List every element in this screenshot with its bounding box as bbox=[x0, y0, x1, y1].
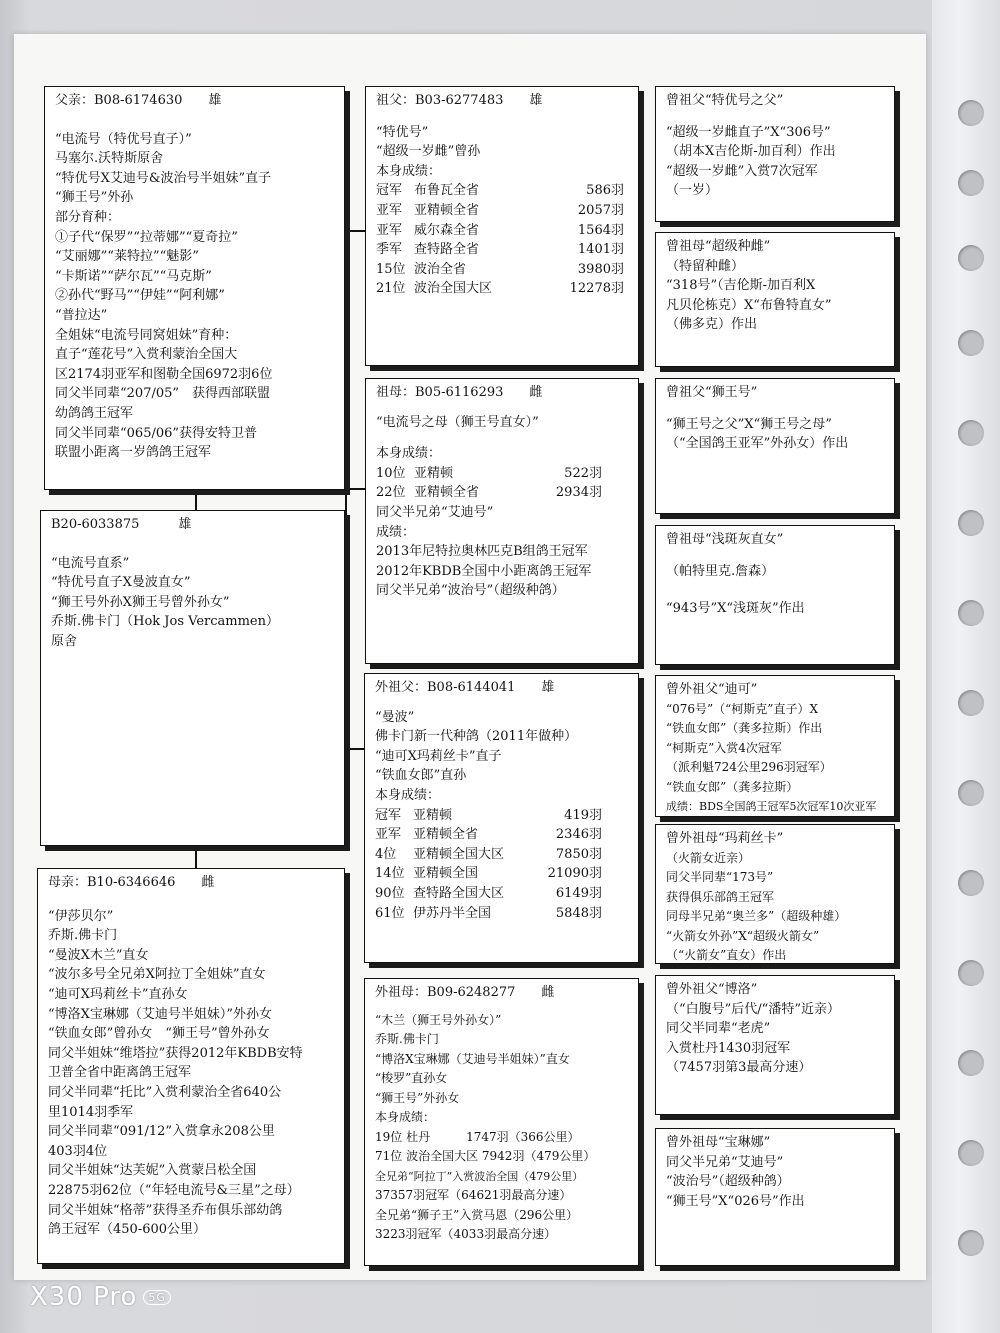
text-line: “柯斯克”入赏4次冠军 bbox=[666, 740, 782, 755]
text-line: 同父半同辈“207/05” 获得西部联盟 bbox=[55, 386, 271, 402]
text-line: （特留种雌） bbox=[666, 258, 745, 274]
text-line: “特优号直子X曼波直女” bbox=[51, 575, 191, 591]
great-grandfather-2-card bbox=[655, 378, 895, 514]
binder-hole bbox=[958, 330, 984, 356]
text-line: “特优号” bbox=[376, 124, 429, 140]
text-line: 同父半姐妹“达芙妮”入赏蒙吕松全国 bbox=[48, 1163, 257, 1179]
text-line: 原舍 bbox=[51, 633, 78, 649]
result-birds: 586羽 bbox=[586, 183, 624, 199]
text-line: “电流号（特优号直子）” bbox=[55, 131, 192, 147]
result-row bbox=[375, 806, 632, 826]
result-birds: 21090羽 bbox=[547, 866, 602, 882]
text-line bbox=[375, 698, 632, 708]
result-race: 亚精顿 bbox=[413, 807, 453, 823]
text-line: 全兄弟“阿拉丁”入赏波治全国（479公里） bbox=[375, 1169, 584, 1183]
text-line: 22875羽62位（“年轻电流号&三星”之母） bbox=[48, 1182, 300, 1198]
result-race: 亚精顿全国大区 bbox=[413, 846, 505, 862]
text-line: （佛多克）作出 bbox=[666, 317, 758, 333]
text-line: 获得俱乐部鸽王冠军 bbox=[666, 889, 775, 904]
result-race: 伊苏丹半全国 bbox=[413, 905, 492, 921]
grandfather-card bbox=[365, 86, 639, 366]
text-line: “伊莎贝尔” bbox=[48, 908, 114, 924]
text-line: （“白腹号”后代/“潘特”近亲） bbox=[666, 1001, 840, 1017]
result-race: 查特路全国大区 bbox=[413, 885, 505, 901]
result-row bbox=[375, 825, 632, 845]
text-line bbox=[375, 1003, 632, 1011]
binder-hole bbox=[958, 1050, 984, 1076]
text-line: 同父半同辈“173号” bbox=[666, 870, 774, 884]
result-row bbox=[376, 260, 632, 280]
text-line: 马塞尔.沃特斯原舍 bbox=[55, 151, 164, 167]
text-line: 凡贝伦栋克）X“布鲁特直女” bbox=[666, 297, 832, 313]
connector-line bbox=[345, 230, 365, 232]
great-grandfather-1-card bbox=[655, 86, 895, 222]
text-line bbox=[376, 432, 632, 444]
ggm3-header: 曾外祖母“玛莉丝卡” bbox=[666, 831, 784, 846]
binder-hole bbox=[958, 420, 984, 446]
text-line: 卫普全省中距离鸽王冠军 bbox=[48, 1065, 192, 1081]
text-line: “博洛X宝琳娜（艾迪号半姐妹）”直女 bbox=[375, 1051, 570, 1066]
maternal-grandmother-card bbox=[364, 978, 639, 1266]
text-line: 同父半兄弟“艾迪号” bbox=[666, 1154, 784, 1170]
result-birds: 2057羽 bbox=[577, 202, 624, 218]
great-grandmother-3-card bbox=[655, 824, 895, 964]
text-line: 37357羽冠军（64621羽最高分速） bbox=[375, 1188, 572, 1202]
result-race: 亚精顿全省 bbox=[414, 485, 480, 501]
text-line: “943号”X“浅斑灰”作出 bbox=[666, 601, 805, 617]
result-race: 布鲁瓦全省 bbox=[414, 183, 480, 199]
great-grandmother-2-card bbox=[655, 525, 895, 665]
text-line: “木兰（狮王号外孙女）” bbox=[375, 1012, 502, 1027]
text-line: 同父半兄弟“艾迪号” bbox=[376, 504, 494, 520]
result-row bbox=[376, 464, 632, 484]
result-rank: 90位 bbox=[375, 885, 405, 901]
ggf3-header: 曾外祖父“迪可” bbox=[666, 682, 758, 697]
text-line: “艾丽娜”“莱特拉”“魅影” bbox=[55, 249, 199, 265]
binder-hole bbox=[958, 780, 984, 806]
text-line: “曼波” bbox=[375, 709, 415, 725]
text-line: 2012年KBDB全国中小距离鸽王冠军 bbox=[376, 563, 592, 579]
text-line: 成绩： bbox=[376, 524, 416, 540]
connector-line bbox=[345, 488, 365, 490]
result-rank: 21位 bbox=[376, 281, 406, 297]
text-line: “铁血女郎”（龚多拉斯） bbox=[666, 779, 799, 794]
text-line: “波治号”（超级种鸽） bbox=[666, 1174, 790, 1190]
text-line: 同母半兄弟“奥兰多”（超级种雄） bbox=[666, 909, 847, 923]
text-line: 同父半同辈“065/06”获得安特卫普 bbox=[55, 425, 258, 441]
ggm1-header: 曾祖母“超级种雌” bbox=[666, 239, 771, 254]
result-birds: 419羽 bbox=[564, 807, 602, 823]
result-row bbox=[375, 864, 632, 884]
text-line: “狮王号之父”X“狮王号之母” bbox=[666, 416, 832, 432]
maternal-grandmother-header: 外祖母：B09-6248277 雌 bbox=[375, 985, 555, 1000]
text-line: （火箭女近亲） bbox=[666, 850, 751, 865]
text-line: “博洛X宝琳娜（艾迪号半姐妹）”外孙女 bbox=[48, 1006, 273, 1022]
text-line: 同父半同辈“老虎” bbox=[666, 1021, 771, 1037]
text-line: 全兄弟“狮子王”入赏马恩（296公里） bbox=[375, 1207, 579, 1222]
result-birds: 1401羽 bbox=[577, 242, 624, 258]
text-line: “狮王号”X“026号”作出 bbox=[666, 1193, 805, 1209]
result-rank: 亚军 bbox=[376, 202, 403, 218]
text-line: 本身成绩： bbox=[375, 787, 441, 803]
text-line: 幼鸽鸽王冠军 bbox=[55, 405, 134, 421]
binder-hole bbox=[958, 100, 984, 126]
result-race: 查特路全省 bbox=[414, 242, 480, 258]
maternal-grandfather-header: 外祖父：B08-6144041 雄 bbox=[375, 680, 555, 695]
great-grandmother-4-card bbox=[655, 1128, 895, 1266]
text-line: （一岁） bbox=[666, 183, 719, 199]
text-line: “铁血女郎”（龚多拉斯）作出 bbox=[666, 721, 823, 735]
text-line: 直子“莲花号”入赏利蒙治全国大 bbox=[55, 347, 238, 363]
text-line: “狮王号外孙X狮王号曾外孙女” bbox=[51, 594, 230, 610]
result-birds: 6149羽 bbox=[555, 885, 602, 901]
ggf1-header: 曾祖父“特优号之父” bbox=[666, 93, 784, 108]
text-line: 同父半姐妹“维塔拉”获得2012年KBDB安特 bbox=[48, 1045, 303, 1061]
result-row bbox=[376, 181, 632, 201]
grandmother-header: 祖母：B05-6116293 雌 bbox=[376, 385, 543, 400]
text-line: “特优号X艾迪号&波治号半姐妹”直子 bbox=[55, 170, 272, 186]
text-line: 同父半兄弟“波治号”（超级种鸽） bbox=[376, 583, 565, 599]
text-line: 71位 波治全国大区 7942羽（479公里） bbox=[375, 1149, 596, 1163]
text-line: 里1014羽季军 bbox=[48, 1104, 134, 1120]
text-line bbox=[376, 403, 632, 413]
result-race: 亚精顿全省 bbox=[414, 202, 480, 218]
result-birds: 1564羽 bbox=[577, 222, 624, 238]
subject-card bbox=[40, 510, 345, 846]
mother-header: 母亲：B10-6346646 雌 bbox=[48, 875, 215, 890]
text-line: 本身成绩： bbox=[376, 163, 442, 179]
result-birds: 3980羽 bbox=[577, 261, 624, 277]
binder-hole bbox=[958, 510, 984, 536]
text-line: 403羽4位 bbox=[48, 1143, 108, 1159]
text-line: 同父半姐妹“格蒂”获得圣乔布俱乐部幼鸽 bbox=[48, 1202, 283, 1218]
text-line: “梭罗”直孙女 bbox=[375, 1071, 448, 1085]
text-line: （“全国鸽王亚军”外孙女）作出 bbox=[666, 436, 849, 452]
text-line bbox=[55, 111, 338, 130]
text-line: （派利魁724公里296羽冠军） bbox=[666, 760, 832, 774]
text-line: 佛卡门新一代种鸽（2011年做种） bbox=[375, 729, 578, 745]
father-details bbox=[55, 111, 338, 463]
text-line: （帕特里克.詹森） bbox=[666, 563, 775, 579]
text-line: 鸽王冠军（450-600公里） bbox=[48, 1222, 207, 1238]
text-line: “电流号直系” bbox=[51, 555, 130, 571]
text-line: “铁血女郎”曾孙女 “狮王号”曾外孙女 bbox=[48, 1026, 270, 1042]
camera-watermark bbox=[30, 1282, 171, 1312]
subject-header: B20-6033875 雄 bbox=[51, 517, 192, 532]
great-grandmother-1-card bbox=[655, 232, 895, 367]
result-birds: 2934羽 bbox=[555, 485, 602, 501]
result-rank: 14位 bbox=[375, 866, 405, 882]
sheet-protector-strip bbox=[932, 0, 1000, 1333]
ggf2-header: 曾祖父“狮王号” bbox=[666, 385, 758, 400]
text-line: 乔斯.佛卡门（Hok Jos Vercammen） bbox=[51, 614, 280, 630]
text-line: 本身成绩： bbox=[375, 1110, 436, 1124]
text-line: 19位 杜丹 1747羽（366公里） bbox=[375, 1129, 580, 1144]
result-row bbox=[376, 221, 632, 241]
text-line: 入赏杜丹1430羽冠军 bbox=[666, 1040, 791, 1056]
result-row bbox=[376, 201, 632, 221]
text-line: （7457羽第3最高分速） bbox=[666, 1060, 812, 1076]
text-line: 部分育种： bbox=[55, 209, 121, 225]
text-line: “超级一岁雌直子”X“306号” bbox=[666, 124, 831, 140]
result-rank: 15位 bbox=[376, 261, 406, 277]
watermark-text: X30 Pro bbox=[30, 1282, 138, 1312]
text-line: “铁血女郎”直孙 bbox=[375, 768, 467, 784]
result-row bbox=[375, 845, 632, 865]
result-birds: 522羽 bbox=[564, 465, 602, 481]
connector-line bbox=[195, 490, 197, 510]
text-line: “波尔多号全兄弟X阿拉丁全姐妹”直女 bbox=[48, 967, 266, 983]
result-race: 亚精顿全国 bbox=[413, 866, 479, 882]
binder-hole bbox=[958, 600, 984, 626]
text-line: “普拉达” bbox=[55, 307, 108, 323]
grandmother-card bbox=[365, 378, 639, 664]
text-line: “迪可X玛莉丝卡”直孙女 bbox=[48, 986, 188, 1002]
text-line: “曼波X木兰”直女 bbox=[48, 947, 149, 963]
result-birds: 7850羽 bbox=[555, 846, 602, 862]
connector-line bbox=[195, 846, 197, 868]
text-line: 2013年尼特拉奥林匹克B组鸽王冠军 bbox=[376, 544, 588, 560]
result-race: 波治全省 bbox=[414, 261, 467, 277]
text-line: 同父半同辈“托比”入赏利蒙治全省640公 bbox=[48, 1084, 282, 1100]
text-line: 区2174羽亚军和图勒全国6972羽6位 bbox=[55, 366, 273, 382]
ggm2-header: 曾祖母“浅斑灰直女” bbox=[666, 532, 784, 547]
text-line: “318号”（吉伦斯-加百利X bbox=[666, 278, 816, 294]
great-grandfather-3-card bbox=[655, 675, 895, 817]
result-rank: 10位 bbox=[376, 465, 406, 481]
text-line: “狮王号”外孙女 bbox=[375, 1090, 460, 1105]
binder-hole bbox=[958, 690, 984, 716]
result-row bbox=[375, 884, 632, 904]
result-rank: 61位 bbox=[375, 905, 405, 921]
result-rank: 亚军 bbox=[375, 827, 402, 843]
binder-hole bbox=[958, 1140, 984, 1166]
text-line bbox=[666, 403, 888, 415]
text-line: 成绩：BDS全国鸽王冠军5次冠军10次亚军 bbox=[666, 800, 877, 813]
great-grandfather-4-card bbox=[655, 975, 895, 1115]
father-header: 父亲：B08-6174630 雄 bbox=[55, 93, 222, 108]
text-line bbox=[51, 535, 338, 554]
text-line bbox=[666, 550, 888, 562]
text-line: “超级一岁雌”入赏7次冠军 bbox=[666, 163, 818, 179]
result-birds: 5848羽 bbox=[555, 905, 602, 921]
text-line bbox=[666, 111, 888, 123]
binder-hole bbox=[958, 1230, 984, 1256]
result-birds: 12278羽 bbox=[569, 281, 624, 297]
result-row bbox=[376, 240, 632, 260]
watermark-badge: 5G bbox=[143, 1290, 171, 1305]
text-line: “狮王号”外孙 bbox=[55, 190, 134, 206]
binder-hole bbox=[958, 960, 984, 986]
binder-hole bbox=[958, 870, 984, 896]
result-rank: 亚军 bbox=[376, 222, 403, 238]
text-line: “电流号之母（狮王号直女）” bbox=[376, 414, 539, 430]
text-line: 乔斯.佛卡门 bbox=[375, 1032, 439, 1046]
result-rank: 22位 bbox=[376, 485, 406, 501]
result-rank: 冠军 bbox=[376, 183, 403, 199]
text-line: 3223羽冠军（4033羽最高分速） bbox=[375, 1227, 557, 1241]
text-line: 本身成绩： bbox=[376, 446, 442, 462]
text-line: 联盟小距离一岁鸽鸽王冠军 bbox=[55, 445, 212, 461]
text-line: 乔斯.佛卡门 bbox=[48, 928, 118, 944]
result-rank: 季军 bbox=[376, 242, 403, 258]
father-card bbox=[44, 86, 345, 490]
text-line: “超级一岁雌”曾孙 bbox=[376, 144, 481, 160]
result-row bbox=[375, 904, 632, 924]
mother-card bbox=[37, 868, 345, 1264]
result-rank: 冠军 bbox=[375, 807, 402, 823]
text-line bbox=[376, 111, 632, 123]
result-race: 亚精顿全省 bbox=[413, 827, 479, 843]
result-race: 波治全国大区 bbox=[414, 281, 493, 297]
ggf4-header: 曾外祖父“博洛” bbox=[666, 982, 758, 997]
text-line: （“火箭女”直女）作出 bbox=[666, 948, 787, 962]
connector-line bbox=[345, 748, 365, 750]
text-line: “火箭女外孙”X“超级火箭女” bbox=[666, 928, 820, 943]
result-row bbox=[376, 483, 632, 503]
text-line bbox=[48, 893, 338, 907]
result-race: 威尔森全省 bbox=[414, 222, 480, 238]
maternal-grandfather-card bbox=[364, 673, 639, 963]
text-line: 同父半同辈“091/12”入赏拿永208公里 bbox=[48, 1124, 275, 1140]
text-line: 全姐妹“电流号同窝姐妹”育种： bbox=[55, 327, 238, 343]
binder-hole bbox=[958, 245, 984, 271]
text-line bbox=[666, 581, 888, 599]
ggm4-header: 曾外祖母“宝琳娜” bbox=[666, 1135, 771, 1150]
text-line: （胡本X吉伦斯-加百利）作出 bbox=[666, 144, 836, 160]
connector-line bbox=[345, 230, 347, 748]
text-line: “迪可X玛莉丝卡”直子 bbox=[375, 748, 502, 764]
result-birds: 2346羽 bbox=[555, 827, 602, 843]
result-row bbox=[376, 279, 632, 299]
text-line: “卡斯诺”“萨尔瓦”“马克斯” bbox=[55, 268, 212, 284]
result-rank: 4位 bbox=[375, 846, 397, 862]
grandfather-header: 祖父：B03-6277483 雄 bbox=[376, 93, 543, 108]
result-race: 亚精顿 bbox=[414, 465, 454, 481]
text-line: ①子代“保罗”“拉蒂娜”“夏奇拉” bbox=[55, 229, 238, 245]
text-line: ②孙代“野马”“伊娃”“阿利娜” bbox=[55, 288, 225, 304]
binder-hole bbox=[958, 170, 984, 196]
text-line: “076号”（“柯斯克”直子）X bbox=[666, 701, 818, 716]
